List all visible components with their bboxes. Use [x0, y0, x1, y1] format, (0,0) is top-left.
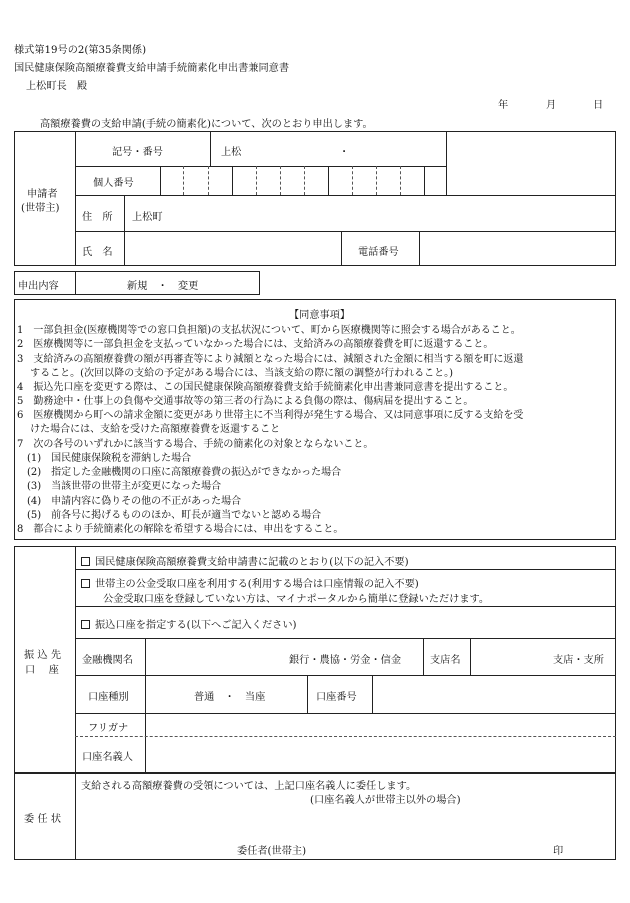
- address-label: 住 所: [82, 212, 113, 223]
- consent-line: (1) 国民健康保険税を滞納した場合: [17, 453, 192, 464]
- date-month: 月: [546, 100, 557, 111]
- bank-name-label: 金融機関名: [82, 655, 133, 666]
- symbol-number-label: 記号・番号: [112, 147, 163, 158]
- name-label: 氏 名: [82, 247, 113, 258]
- consent-line: 5 勤務途中・仕事上の負傷や交通事故等の第三者の行為による負傷の際は、傷病届を提出すること。: [17, 396, 474, 407]
- applicant-sub-label: (世帯主): [21, 203, 60, 214]
- consent-line: (3) 当該世帯の世帯主が変更になった場合: [17, 481, 222, 492]
- consent-line: 4 振込先口座を変更する際は、この国民健康保険高額療養費支給手続簡素化申出書兼同意書を提出すること。: [17, 382, 514, 393]
- option-public-account-note: 公金受取口座を登録していない方は、マイナポータルから簡単に登録いただけます。: [103, 594, 490, 605]
- consent-line: 7 次の各号のいずれかに該当する場合、手続の簡素化の対象とならないこと。: [17, 439, 374, 450]
- account-holder-label: 口座名義人: [82, 752, 133, 763]
- applicant-label: 申請者: [27, 189, 58, 200]
- personal-number-label: 個人番号: [93, 178, 134, 189]
- delegator-label: 委任者(世帯主): [237, 846, 307, 857]
- phone-label: 電話番号: [358, 247, 399, 258]
- furigana-label: フリガナ: [88, 723, 129, 734]
- request-label: 申出内容: [18, 281, 59, 292]
- checkbox-icon[interactable]: [81, 620, 90, 629]
- transfer-label-2: 口 座: [25, 665, 59, 676]
- delegation-label: 委 任 状: [24, 814, 62, 825]
- option-label: 国民健康保険高額療養費支給申請書に記載のとおり(以下の記入不要): [95, 557, 409, 568]
- intro-text: 高額療養費の支給申請(手続の簡素化)について、次のとおり申出します。: [40, 119, 373, 130]
- date-day: 日: [593, 100, 604, 111]
- consent-line: (4) 申請内容に偽りその他の不正があった場合: [17, 496, 242, 507]
- account-type-label: 口座種別: [88, 692, 129, 703]
- consent-line: 3 支給済みの高額療養費の額が再審査等により減額となった場合には、減額された金額に相当する額を町に返還: [17, 354, 524, 365]
- form-title: 国民健康保険高額療養費支給申請手続簡素化申出書兼同意書: [14, 63, 290, 74]
- option-same-as-application[interactable]: [81, 553, 409, 568]
- request-options[interactable]: 新規 ・ 変更: [127, 281, 199, 292]
- checkbox-icon[interactable]: [81, 557, 90, 566]
- addressee: 上松町長 殿: [26, 81, 88, 92]
- symbol-prefix: 上松: [221, 147, 242, 158]
- bank-types[interactable]: 銀行・農協・労金・信金: [289, 655, 402, 666]
- consent-line: 2 医療機関等に一部負担金を支払っていなかった場合には、支給済みの高額療養費を町に返還すること。: [17, 339, 494, 350]
- consent-line: 1 一部負担金(医療機関等での窓口負担額)の支払状況について、町から医療機関等に照会する場合があること。: [17, 325, 521, 336]
- option-label: 振込口座を指定する(以下へご記入ください): [95, 620, 297, 631]
- transfer-label: 振 込 先: [24, 650, 62, 661]
- branch-types[interactable]: 支店・支所: [553, 655, 604, 666]
- date-year: 年: [498, 100, 509, 111]
- account-type-options[interactable]: 普通 ・ 当座: [194, 692, 266, 703]
- consent-line: (5) 前各号に掲げるもののほか、町長が適当でないと認める場合: [17, 510, 322, 521]
- consent-title: 【同意事項】: [289, 310, 351, 321]
- consent-line: けた場合には、支給を受けた高額療養費を返還すること: [17, 424, 281, 435]
- option-public-account[interactable]: [81, 575, 419, 590]
- option-specify-account[interactable]: [81, 616, 297, 631]
- seal-mark: 印: [553, 846, 564, 857]
- consent-line: 8 都合により手続簡素化の解除を希望する場合には、申出をすること。: [17, 524, 344, 535]
- symbol-separator: ・: [339, 147, 350, 158]
- consent-line: 6 医療機関から町への請求金額に変更があり世帯主に不当利得が発生する場合、又は同意事項に反する支給を受: [17, 410, 524, 421]
- checkbox-icon[interactable]: [81, 579, 90, 588]
- option-label: 世帯主の公金受取口座を利用する(利用する場合は口座情報の記入不要): [95, 579, 419, 590]
- address-value[interactable]: 上松町: [132, 212, 163, 223]
- branch-label: 支店名: [430, 655, 461, 666]
- consent-line: (2) 指定した金融機関の口座に高額療養費の振込ができなかった場合: [17, 467, 342, 478]
- delegation-text: 支給される高額療養費の受領については、上記口座名義人に委任します。: [81, 781, 417, 792]
- account-number-label: 口座番号: [316, 692, 357, 703]
- form-number: 様式第19号の2(第35条関係): [14, 45, 147, 56]
- consent-line: すること。(次回以降の支給の予定がある場合には、当該支給の際に額の調整が行われること。): [17, 368, 453, 379]
- delegation-note: (口座名義人が世帯主以外の場合): [310, 795, 461, 806]
